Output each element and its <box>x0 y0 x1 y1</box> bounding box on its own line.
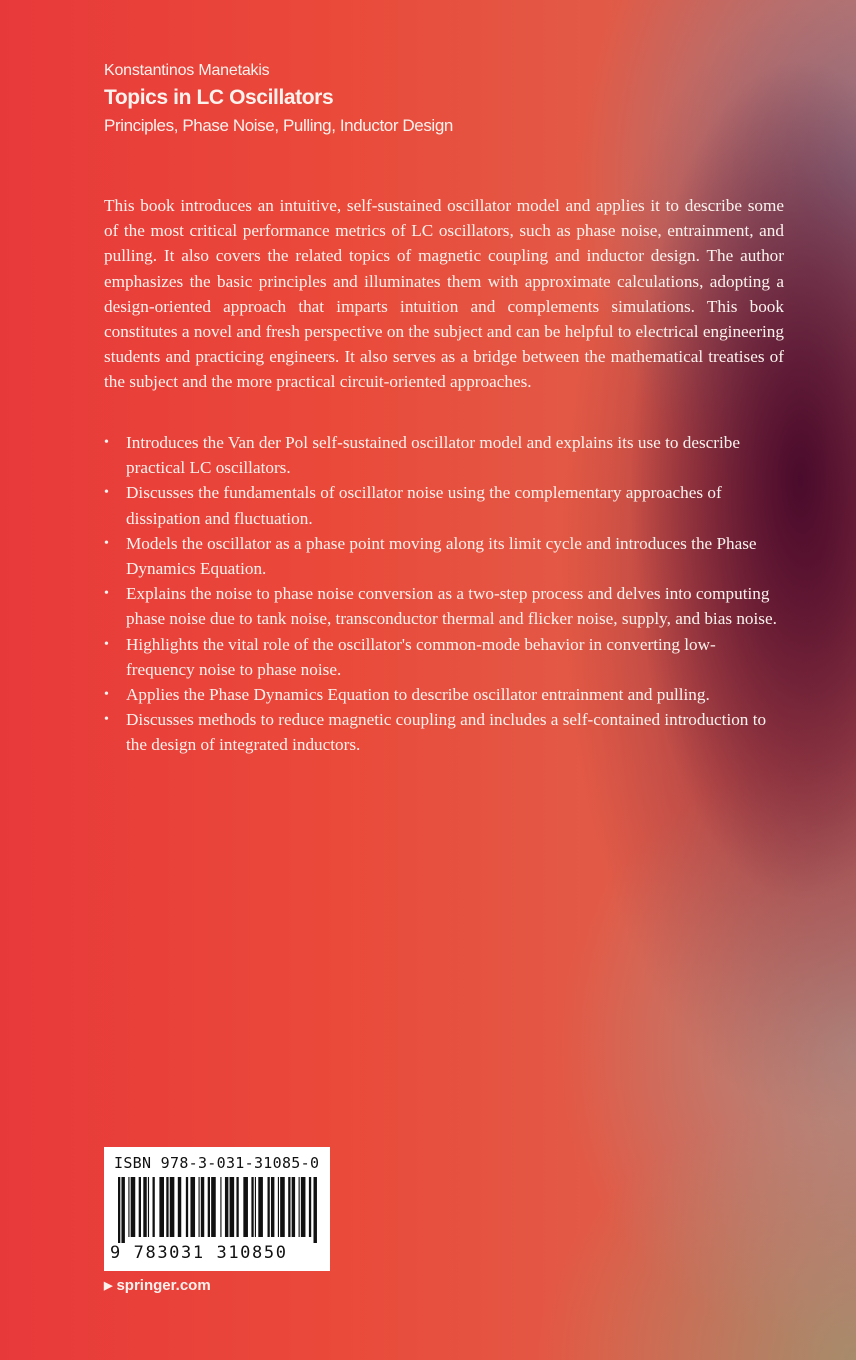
author-name: Konstantinos Manetakis <box>104 62 270 79</box>
book-header <box>104 62 804 136</box>
feature-text: Introduces the Van der Pol self-sustained oscillator model and explains its use to describe practical LC oscillators. <box>126 433 740 478</box>
barcode-bar <box>301 1177 306 1237</box>
barcode-bar <box>292 1177 295 1237</box>
feature-text: Highlights the vital role of the oscillator's common-mode behavior in converting low-frequency noise to phase noise. <box>126 634 716 679</box>
barcode-bar <box>243 1177 248 1237</box>
bullet-icon: • <box>104 636 109 652</box>
bullet-icon: • <box>104 586 109 602</box>
barcode-bar <box>170 1177 175 1237</box>
barcode-bar <box>166 1177 168 1237</box>
isbn-digits: 9 783031 310850 <box>110 1243 288 1263</box>
barcode-bar <box>139 1177 141 1237</box>
barcode-bar <box>121 1177 124 1243</box>
barcode-bar <box>159 1177 164 1237</box>
barcode-bar <box>128 1177 129 1237</box>
publisher-link[interactable] <box>104 1277 211 1294</box>
feature-item <box>104 682 784 707</box>
barcode-bar <box>186 1177 188 1237</box>
bullet-icon: • <box>104 535 109 551</box>
feature-item <box>104 707 784 757</box>
triangle-right-icon: ▶ <box>104 1280 113 1292</box>
feature-list <box>104 430 784 758</box>
barcode-bar <box>153 1177 155 1237</box>
feature-item <box>104 480 784 530</box>
feature-text: Discusses methods to reduce magnetic coupling and includes a self-contained introduction to the design of integrated inductors. <box>126 710 767 755</box>
barcode-bar <box>258 1177 263 1237</box>
book-subtitle: Principles, Phase Noise, Pulling, Inductor Design <box>104 116 453 135</box>
bullet-icon: • <box>104 712 109 728</box>
barcode-bar <box>225 1177 228 1237</box>
feature-text: Applies the Phase Dynamics Equation to describe oscillator entrainment and pulling. <box>126 685 710 705</box>
barcode-bar <box>255 1177 256 1237</box>
bullet-icon: • <box>104 485 109 501</box>
barcode-bar <box>288 1177 290 1237</box>
barcode-bar <box>268 1177 270 1237</box>
publisher-website: springer.com <box>116 1277 211 1294</box>
bullet-icon: • <box>104 435 109 450</box>
barcode-bar <box>143 1177 146 1237</box>
barcode-bar <box>148 1177 149 1237</box>
barcode-bar <box>118 1177 120 1243</box>
barcode-bar <box>299 1177 300 1237</box>
barcode-icon <box>114 1177 320 1243</box>
feature-text: Models the oscillator as a phase point moving along its limit cycle and introduces the Phase Dynamics Equation. <box>126 533 757 579</box>
barcode-bar <box>236 1177 238 1237</box>
bullet-icon: • <box>104 687 109 703</box>
barcode-bar <box>131 1177 136 1237</box>
isbn-label: ISBN 978-3-031-31085-0 <box>114 1154 320 1172</box>
barcode-bar <box>211 1177 216 1237</box>
feature-item <box>104 531 784 581</box>
feature-item <box>104 581 784 631</box>
barcode-bar <box>314 1177 317 1243</box>
feature-text: Discusses the fundamentals of oscillator noise using the complementary approaches of dissipation and fluctuation. <box>126 483 722 528</box>
barcode-bar <box>190 1177 195 1237</box>
barcode-bar <box>199 1177 200 1237</box>
feature-item <box>104 430 784 480</box>
book-title: Topics in LC Oscillators <box>104 86 334 109</box>
barcode-bar <box>178 1177 181 1237</box>
barcode-bar <box>201 1177 204 1237</box>
barcode-bar <box>230 1177 235 1237</box>
feature-text: Explains the noise to phase noise conversion as a two-step process and delves into computing phase noise due to tank noise, transconductor thermal and flicker noise, supply, and bias noise. <box>126 584 777 629</box>
barcode-bar <box>251 1177 253 1237</box>
isbn-barcode-box <box>104 1147 330 1271</box>
barcode-bar <box>280 1177 285 1237</box>
barcode-bar <box>309 1177 311 1237</box>
barcode-bar <box>271 1177 274 1237</box>
barcode-bar <box>208 1177 210 1237</box>
feature-item <box>104 632 784 682</box>
barcode-bar <box>220 1177 221 1237</box>
book-description: This book introduces an intuitive, self-sustained oscillator model and applies it to describe some of the most critical performance metrics of LC oscillators, such as phase noise, entrainment, and pulling. It also covers the related topics of magnetic coupling and inductor design. The author emphasizes the basic principles and illuminates them with approximate calculations, adopting a design-oriented approach that imparts intuition and complements simulations. This book constitutes a novel and fresh perspective on the subject and can be helpful to electrical engineering students and practicing engineers. It also serves as a bridge between the mathematical treatises of the subject and the more practical circuit-oriented approaches. <box>104 196 784 392</box>
barcode-bar <box>278 1177 279 1237</box>
